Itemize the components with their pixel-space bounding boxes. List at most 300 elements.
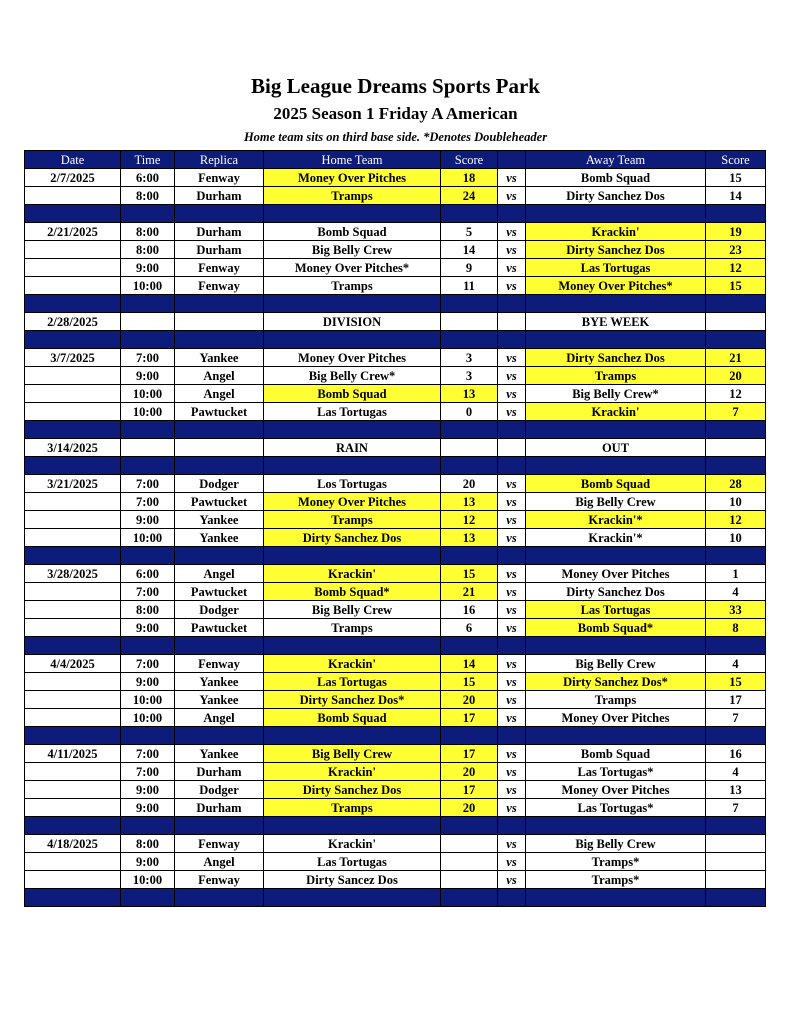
cell-away-team: Bomb Squad	[526, 475, 706, 493]
col-header-away-score: Score	[706, 151, 766, 169]
separator-cell	[25, 637, 121, 655]
cell-away-score: 7	[706, 403, 766, 421]
cell-home-score: 3	[441, 349, 498, 367]
cell-home-team: Krackin'	[264, 655, 441, 673]
separator-row	[25, 637, 766, 655]
cell-home-team: Tramps	[264, 619, 441, 637]
cell-date	[25, 529, 121, 547]
separator-cell	[175, 547, 264, 565]
separator-cell	[706, 817, 766, 835]
page-title: Big League Dreams Sports Park	[251, 74, 540, 98]
cell-away-score: 19	[706, 223, 766, 241]
cell-vs: vs	[498, 493, 526, 511]
cell-home-score: 9	[441, 259, 498, 277]
cell-date	[25, 277, 121, 295]
cell-home-score: 0	[441, 403, 498, 421]
cell-time: 8:00	[121, 241, 175, 259]
cell-time: 7:00	[121, 583, 175, 601]
cell-vs: vs	[498, 475, 526, 493]
cell-away-team: Dirty Sanchez Dos	[526, 187, 706, 205]
cell-away-team: BYE WEEK	[526, 313, 706, 331]
cell-replica: Yankee	[175, 745, 264, 763]
cell-home-team: Dirty Sanchez Dos	[264, 529, 441, 547]
separator-cell	[175, 295, 264, 313]
cell-replica: Dodger	[175, 601, 264, 619]
table-header-row	[25, 151, 766, 169]
cell-away-team: Dirty Sanchez Dos	[526, 241, 706, 259]
cell-replica: Fenway	[175, 169, 264, 187]
cell-vs	[498, 439, 526, 457]
separator-cell	[706, 421, 766, 439]
cell-home-score: 20	[441, 475, 498, 493]
cell-home-score: 17	[441, 745, 498, 763]
table-row	[25, 277, 766, 295]
cell-time: 10:00	[121, 691, 175, 709]
cell-time: 8:00	[121, 223, 175, 241]
cell-home-score: 16	[441, 601, 498, 619]
cell-time: 7:00	[121, 349, 175, 367]
table-row	[25, 871, 766, 889]
separator-cell	[441, 817, 498, 835]
cell-away-team: Dirty Sanchez Dos	[526, 349, 706, 367]
page-subtitle: 2025 Season 1 Friday A American	[273, 104, 518, 123]
cell-away-team: Dirty Sanchez Dos*	[526, 673, 706, 691]
cell-away-score	[706, 313, 766, 331]
cell-vs: vs	[498, 709, 526, 727]
separator-cell	[175, 421, 264, 439]
cell-away-team: Tramps*	[526, 853, 706, 871]
separator-cell	[264, 727, 441, 745]
cell-home-score: 17	[441, 709, 498, 727]
cell-replica: Yankee	[175, 511, 264, 529]
cell-home-score: 5	[441, 223, 498, 241]
cell-away-team: Dirty Sanchez Dos	[526, 583, 706, 601]
cell-home-team: Krackin'	[264, 763, 441, 781]
cell-away-team: Las Tortugas	[526, 601, 706, 619]
cell-vs	[498, 313, 526, 331]
cell-time: 10:00	[121, 385, 175, 403]
separator-cell	[498, 817, 526, 835]
table-row	[25, 259, 766, 277]
cell-replica: Pawtucket	[175, 403, 264, 421]
table-row	[25, 835, 766, 853]
cell-home-team: Big Belly Crew	[264, 241, 441, 259]
cell-home-team: Bomb Squad	[264, 223, 441, 241]
cell-home-team: Tramps	[264, 187, 441, 205]
col-header-date: Date	[25, 151, 121, 169]
cell-away-score: 4	[706, 763, 766, 781]
separator-cell	[175, 457, 264, 475]
cell-home-score: 20	[441, 763, 498, 781]
separator-cell	[25, 727, 121, 745]
cell-time: 10:00	[121, 403, 175, 421]
separator-row	[25, 205, 766, 223]
cell-away-team: Money Over Pitches	[526, 565, 706, 583]
separator-cell	[175, 205, 264, 223]
separator-cell	[25, 457, 121, 475]
cell-home-team: Big Belly Crew*	[264, 367, 441, 385]
separator-cell	[498, 889, 526, 907]
cell-time: 7:00	[121, 745, 175, 763]
cell-away-team: Tramps*	[526, 871, 706, 889]
cell-home-team: Bomb Squad	[264, 709, 441, 727]
separator-cell	[121, 421, 175, 439]
cell-date	[25, 511, 121, 529]
cell-replica: Dodger	[175, 781, 264, 799]
cell-replica: Fenway	[175, 655, 264, 673]
cell-home-team: Dirty Sancez Dos	[264, 871, 441, 889]
cell-home-team: Bomb Squad	[264, 385, 441, 403]
separator-cell	[121, 889, 175, 907]
cell-time: 7:00	[121, 655, 175, 673]
cell-away-team: Tramps	[526, 367, 706, 385]
cell-date	[25, 493, 121, 511]
cell-vs: vs	[498, 871, 526, 889]
cell-time: 8:00	[121, 601, 175, 619]
cell-home-score: 21	[441, 583, 498, 601]
cell-home-score: 15	[441, 673, 498, 691]
cell-vs: vs	[498, 745, 526, 763]
cell-away-team: Krackin'*	[526, 529, 706, 547]
separator-row	[25, 421, 766, 439]
separator-cell	[526, 637, 706, 655]
cell-date: 3/28/2025	[25, 565, 121, 583]
cell-away-score: 23	[706, 241, 766, 259]
cell-date	[25, 781, 121, 799]
table-row	[25, 385, 766, 403]
table-row	[25, 691, 766, 709]
cell-home-score: 14	[441, 655, 498, 673]
cell-time: 9:00	[121, 781, 175, 799]
cell-home-score: 6	[441, 619, 498, 637]
cell-time: 9:00	[121, 673, 175, 691]
separator-cell	[25, 547, 121, 565]
separator-cell	[526, 817, 706, 835]
cell-home-score	[441, 835, 498, 853]
cell-away-score: 12	[706, 259, 766, 277]
table-row	[25, 565, 766, 583]
cell-away-team: Big Belly Crew	[526, 655, 706, 673]
cell-home-team: Los Tortugas	[264, 475, 441, 493]
separator-cell	[175, 637, 264, 655]
cell-date	[25, 853, 121, 871]
table-row	[25, 619, 766, 637]
cell-time: 9:00	[121, 259, 175, 277]
cell-home-score: 17	[441, 781, 498, 799]
cell-home-team: Money Over Pitches	[264, 493, 441, 511]
cell-home-team: Krackin'	[264, 565, 441, 583]
cell-time	[121, 313, 175, 331]
cell-date: 3/14/2025	[25, 439, 121, 457]
separator-cell	[441, 637, 498, 655]
cell-time: 6:00	[121, 565, 175, 583]
cell-replica: Fenway	[175, 277, 264, 295]
separator-cell	[441, 547, 498, 565]
separator-cell	[25, 817, 121, 835]
separator-cell	[25, 295, 121, 313]
cell-away-score: 14	[706, 187, 766, 205]
cell-away-team: Bomb Squad	[526, 745, 706, 763]
cell-date: 2/21/2025	[25, 223, 121, 241]
cell-replica: Durham	[175, 763, 264, 781]
page-note: Home team sits on third base side. *Denotes Doubleheader	[243, 130, 548, 144]
cell-home-team: Las Tortugas	[264, 853, 441, 871]
cell-date: 4/11/2025	[25, 745, 121, 763]
cell-replica	[175, 439, 264, 457]
separator-cell	[264, 817, 441, 835]
separator-cell	[25, 421, 121, 439]
cell-home-team: Dirty Sanchez Dos	[264, 781, 441, 799]
cell-away-score: 7	[706, 709, 766, 727]
cell-vs: vs	[498, 259, 526, 277]
cell-replica: Angel	[175, 853, 264, 871]
cell-home-team: Big Belly Crew	[264, 601, 441, 619]
cell-replica	[175, 313, 264, 331]
separator-cell	[121, 817, 175, 835]
cell-home-score: 13	[441, 385, 498, 403]
cell-away-team: Tramps	[526, 691, 706, 709]
separator-cell	[121, 457, 175, 475]
separator-cell	[706, 547, 766, 565]
table-row	[25, 493, 766, 511]
cell-date	[25, 871, 121, 889]
cell-date	[25, 583, 121, 601]
cell-date: 3/21/2025	[25, 475, 121, 493]
cell-replica: Fenway	[175, 259, 264, 277]
cell-home-team: DIVISION	[264, 313, 441, 331]
separator-cell	[526, 727, 706, 745]
cell-time: 7:00	[121, 475, 175, 493]
cell-away-score	[706, 853, 766, 871]
cell-vs: vs	[498, 223, 526, 241]
cell-home-team: Las Tortugas	[264, 673, 441, 691]
table-row	[25, 709, 766, 727]
separator-cell	[498, 331, 526, 349]
cell-replica: Durham	[175, 223, 264, 241]
cell-home-team: Big Belly Crew	[264, 745, 441, 763]
separator-cell	[264, 457, 441, 475]
separator-row	[25, 547, 766, 565]
separator-cell	[498, 295, 526, 313]
cell-replica: Durham	[175, 187, 264, 205]
cell-vs: vs	[498, 529, 526, 547]
cell-away-score: 20	[706, 367, 766, 385]
cell-away-score: 16	[706, 745, 766, 763]
cell-home-score	[441, 853, 498, 871]
col-header-home-team: Home Team	[264, 151, 441, 169]
cell-time	[121, 439, 175, 457]
cell-vs: vs	[498, 565, 526, 583]
cell-replica: Fenway	[175, 835, 264, 853]
cell-time: 10:00	[121, 277, 175, 295]
cell-home-team: Money Over Pitches	[264, 349, 441, 367]
cell-away-team: Big Belly Crew	[526, 493, 706, 511]
cell-time: 7:00	[121, 763, 175, 781]
separator-cell	[526, 331, 706, 349]
separator-cell	[264, 331, 441, 349]
cell-home-score: 20	[441, 799, 498, 817]
cell-time: 9:00	[121, 367, 175, 385]
cell-vs: vs	[498, 169, 526, 187]
cell-away-score: 28	[706, 475, 766, 493]
separator-cell	[121, 727, 175, 745]
cell-home-score: 14	[441, 241, 498, 259]
cell-home-team: Tramps	[264, 511, 441, 529]
cell-away-team: Big Belly Crew*	[526, 385, 706, 403]
cell-home-team: Dirty Sanchez Dos*	[264, 691, 441, 709]
cell-date	[25, 187, 121, 205]
separator-cell	[441, 889, 498, 907]
cell-away-team: Money Over Pitches	[526, 781, 706, 799]
cell-time: 10:00	[121, 871, 175, 889]
cell-vs: vs	[498, 763, 526, 781]
table-row	[25, 313, 766, 331]
cell-time: 9:00	[121, 511, 175, 529]
cell-date	[25, 673, 121, 691]
cell-home-score	[441, 439, 498, 457]
cell-away-team: Bomb Squad*	[526, 619, 706, 637]
separator-cell	[121, 205, 175, 223]
cell-date	[25, 799, 121, 817]
cell-away-team: Big Belly Crew	[526, 835, 706, 853]
cell-replica: Angel	[175, 565, 264, 583]
separator-cell	[706, 889, 766, 907]
col-header-vs	[498, 151, 526, 169]
separator-cell	[264, 421, 441, 439]
cell-away-score: 12	[706, 511, 766, 529]
cell-away-team: Money Over Pitches*	[526, 277, 706, 295]
separator-cell	[498, 421, 526, 439]
cell-date: 3/7/2025	[25, 349, 121, 367]
separator-cell	[175, 889, 264, 907]
col-header-home-score: Score	[441, 151, 498, 169]
cell-vs: vs	[498, 655, 526, 673]
cell-away-score: 21	[706, 349, 766, 367]
cell-vs: vs	[498, 241, 526, 259]
table-row	[25, 169, 766, 187]
cell-away-score: 10	[706, 529, 766, 547]
cell-replica: Angel	[175, 367, 264, 385]
cell-replica: Angel	[175, 709, 264, 727]
cell-vs: vs	[498, 835, 526, 853]
separator-cell	[498, 457, 526, 475]
cell-time: 9:00	[121, 619, 175, 637]
separator-cell	[706, 295, 766, 313]
schedule-body	[25, 169, 766, 907]
separator-row	[25, 457, 766, 475]
separator-row	[25, 331, 766, 349]
cell-vs: vs	[498, 511, 526, 529]
separator-cell	[526, 457, 706, 475]
cell-home-score: 20	[441, 691, 498, 709]
separator-cell	[441, 205, 498, 223]
cell-away-team: Las Tortugas*	[526, 799, 706, 817]
cell-home-score: 3	[441, 367, 498, 385]
cell-vs: vs	[498, 601, 526, 619]
table-row	[25, 349, 766, 367]
col-header-replica: Replica	[175, 151, 264, 169]
cell-replica: Dodger	[175, 475, 264, 493]
cell-date	[25, 601, 121, 619]
table-row	[25, 475, 766, 493]
cell-replica: Yankee	[175, 529, 264, 547]
separator-cell	[264, 295, 441, 313]
separator-cell	[175, 727, 264, 745]
cell-home-score: 15	[441, 565, 498, 583]
table-row	[25, 601, 766, 619]
cell-date	[25, 709, 121, 727]
cell-home-team: Las Tortugas	[264, 403, 441, 421]
cell-away-team: Bomb Squad	[526, 169, 706, 187]
cell-replica: Pawtucket	[175, 619, 264, 637]
cell-away-team: Las Tortugas*	[526, 763, 706, 781]
separator-cell	[498, 637, 526, 655]
separator-cell	[25, 205, 121, 223]
schedule-table	[24, 150, 766, 907]
table-row	[25, 655, 766, 673]
cell-replica: Yankee	[175, 349, 264, 367]
cell-vs: vs	[498, 673, 526, 691]
cell-away-score: 15	[706, 277, 766, 295]
cell-away-score: 10	[706, 493, 766, 511]
cell-date	[25, 241, 121, 259]
cell-replica: Yankee	[175, 691, 264, 709]
cell-away-score: 33	[706, 601, 766, 619]
separator-cell	[121, 295, 175, 313]
separator-cell	[264, 205, 441, 223]
separator-cell	[121, 331, 175, 349]
cell-date	[25, 763, 121, 781]
cell-away-team: Krackin'	[526, 223, 706, 241]
separator-row	[25, 727, 766, 745]
cell-home-score: 12	[441, 511, 498, 529]
separator-cell	[706, 205, 766, 223]
cell-time: 9:00	[121, 799, 175, 817]
cell-away-team: Krackin'*	[526, 511, 706, 529]
cell-away-score	[706, 871, 766, 889]
separator-row	[25, 295, 766, 313]
cell-away-score: 1	[706, 565, 766, 583]
cell-time: 8:00	[121, 187, 175, 205]
separator-cell	[526, 421, 706, 439]
cell-date	[25, 367, 121, 385]
separator-cell	[526, 547, 706, 565]
cell-replica: Yankee	[175, 673, 264, 691]
table-row	[25, 583, 766, 601]
cell-vs: vs	[498, 367, 526, 385]
cell-away-score	[706, 835, 766, 853]
cell-away-score: 7	[706, 799, 766, 817]
table-row	[25, 781, 766, 799]
cell-vs: vs	[498, 187, 526, 205]
cell-away-team: Krackin'	[526, 403, 706, 421]
cell-vs: vs	[498, 781, 526, 799]
cell-home-score: 11	[441, 277, 498, 295]
separator-cell	[121, 637, 175, 655]
separator-cell	[498, 727, 526, 745]
cell-away-score: 15	[706, 673, 766, 691]
separator-cell	[706, 727, 766, 745]
separator-cell	[441, 331, 498, 349]
table-row	[25, 511, 766, 529]
cell-home-team: Tramps	[264, 799, 441, 817]
cell-vs: vs	[498, 853, 526, 871]
cell-home-team: Bomb Squad*	[264, 583, 441, 601]
separator-cell	[25, 889, 121, 907]
cell-replica: Angel	[175, 385, 264, 403]
cell-time: 9:00	[121, 853, 175, 871]
cell-home-score: 24	[441, 187, 498, 205]
